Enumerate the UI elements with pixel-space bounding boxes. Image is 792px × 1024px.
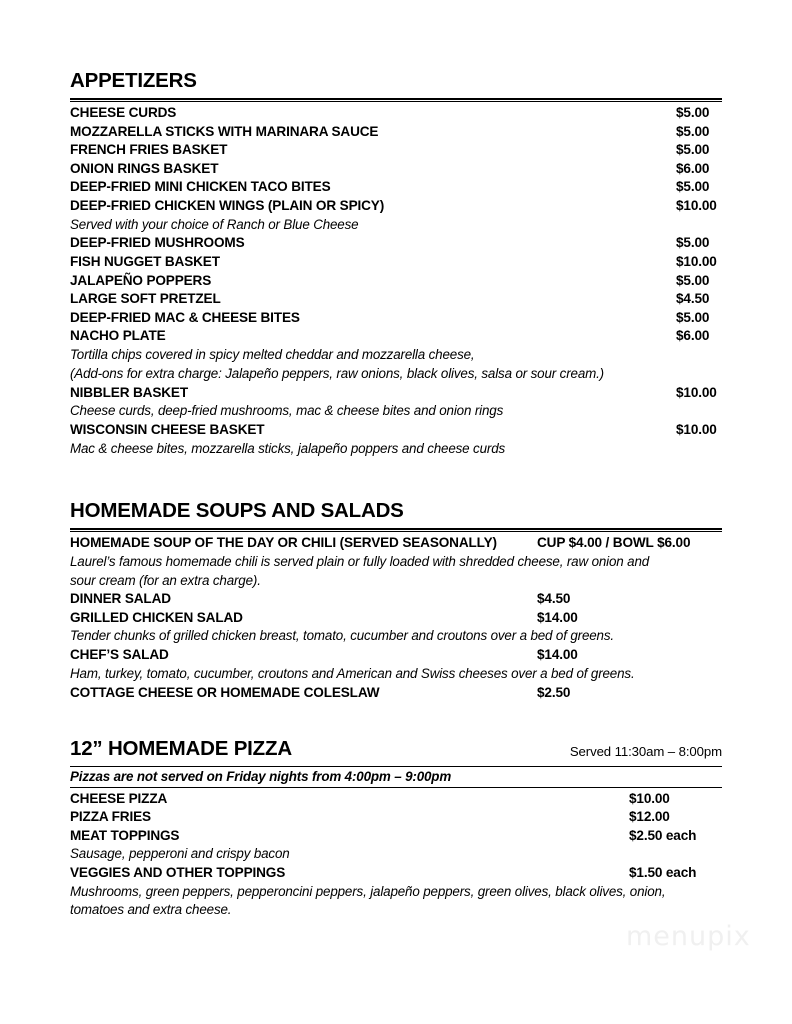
menu-item-description: Tortilla chips covered in spicy melted cheddar and mozzarella cheese, xyxy=(70,347,475,363)
section-header xyxy=(70,500,722,522)
menu-item-price: $4.50 xyxy=(676,291,710,307)
section-header xyxy=(70,70,722,92)
pizza-availability-banner: Pizzas are not served on Friday nights from 4:00pm – 9:00pm xyxy=(70,768,452,784)
menu-item-name: MEAT TOPPINGS xyxy=(70,827,180,843)
menu-item-row xyxy=(70,384,722,403)
menu-item-price: $5.00 xyxy=(676,142,710,158)
menu-item-description: tomatoes and extra cheese. xyxy=(70,902,232,918)
menu-item-row xyxy=(70,309,722,328)
menu-item-price: $5.00 xyxy=(676,309,710,325)
menu-item-row xyxy=(70,790,722,809)
menu-item-description: Tender chunks of grilled chicken breast, tomato, cucumber and croutons over a bed of greens. xyxy=(70,628,614,644)
menu-item-price: $10.00 xyxy=(629,790,670,806)
menu-item-row xyxy=(70,290,722,309)
menu-section-soups-and-salads xyxy=(70,500,722,702)
menu-item-name: NACHO PLATE xyxy=(70,328,166,344)
menu-item-price: CUP $4.00 / BOWL $6.00 xyxy=(537,535,691,551)
menu-item-price: $10.00 xyxy=(676,198,717,214)
menu-item-name: HOMEMADE SOUP OF THE DAY OR CHILI (SERVED SEASONALLY) xyxy=(70,535,497,551)
menu-item-name: DINNER SALAD xyxy=(70,591,171,607)
menu-item-row xyxy=(70,141,722,160)
menu-item-price: $2.50 each xyxy=(629,827,697,843)
menu-item-row xyxy=(70,178,722,197)
menu-item-list xyxy=(70,788,722,921)
menu-page xyxy=(70,0,751,1024)
menu-item-row xyxy=(70,327,722,346)
menu-item-row xyxy=(70,827,722,846)
menu-item-name: DEEP-FRIED CHICKEN WINGS (PLAIN OR SPICY) xyxy=(70,198,385,214)
menu-item-name: DEEP-FRIED MAC & CHEESE BITES xyxy=(70,309,300,325)
menu-item-price: $14.00 xyxy=(537,609,578,625)
menu-item-name: COTTAGE CHEESE OR HOMEMADE COLESLAW xyxy=(70,684,380,700)
menu-item-description: (Add-ons for extra charge: Jalapeño peppers, raw onions, black olives, salsa or sour cream.) xyxy=(70,365,604,381)
menu-item-row xyxy=(70,160,722,179)
menu-item-list xyxy=(70,102,722,458)
menu-item-name: DEEP-FRIED MUSHROOMS xyxy=(70,235,245,251)
menu-item-name: CHEF’S SALAD xyxy=(70,647,169,663)
menu-item-row xyxy=(70,684,722,703)
menu-item-name: DEEP-FRIED MINI CHICKEN TACO BITES xyxy=(70,179,331,195)
menu-item-row xyxy=(70,272,722,291)
menu-item-row xyxy=(70,534,722,553)
section-title: APPETIZERS xyxy=(70,69,197,92)
menu-item-list xyxy=(70,532,722,702)
menu-item-row xyxy=(70,104,722,123)
menu-item-name: PIZZA FRIES xyxy=(70,809,151,825)
menu-item-row xyxy=(70,253,722,272)
menu-item-price: $4.50 xyxy=(537,591,571,607)
section-title: HOMEMADE SOUPS AND SALADS xyxy=(70,499,404,522)
menu-item-description: Cheese curds, deep-fried mushrooms, mac & cheese bites and onion rings xyxy=(70,403,504,419)
menu-item-price: $6.00 xyxy=(676,160,710,176)
menu-item-description: sour cream (for an extra charge). xyxy=(70,572,261,588)
menu-item-name: FISH NUGGET BASKET xyxy=(70,254,220,270)
menu-item-row xyxy=(70,808,722,827)
menu-item-row xyxy=(70,234,722,253)
menupix-watermark: menupix xyxy=(626,921,751,952)
menu-item-description: Sausage, pepperoni and crispy bacon xyxy=(70,846,290,862)
menu-item-price: $5.00 xyxy=(676,123,710,139)
menu-item-name: NIBBLER BASKET xyxy=(70,384,188,400)
menu-item-description: Served with your choice of Ranch or Blue Cheese xyxy=(70,216,359,232)
menu-item-price: $2.50 xyxy=(537,684,571,700)
menu-item-name: FRENCH FRIES BASKET xyxy=(70,142,228,158)
menu-section-pizza xyxy=(70,738,722,920)
menu-item-price: $6.00 xyxy=(676,328,710,344)
section-title: 12” HOMEMADE PIZZA xyxy=(70,737,292,760)
menu-item-name: JALAPEÑO POPPERS xyxy=(70,272,212,288)
menu-item-price: $1.50 each xyxy=(629,865,697,881)
menu-item-price: $10.00 xyxy=(676,254,717,270)
menu-item-description: Laurel’s famous homemade chili is served plain or fully loaded with shredded cheese, raw onion and xyxy=(70,553,650,569)
menu-item-name: CHEESE PIZZA xyxy=(70,790,168,806)
menu-item-price: $5.00 xyxy=(676,179,710,195)
menu-item-row xyxy=(70,123,722,142)
menu-item-name: CHEESE CURDS xyxy=(70,105,177,121)
menu-item-row xyxy=(70,197,722,216)
menu-item-description: Mac & cheese bites, mozzarella sticks, jalapeño poppers and cheese curds xyxy=(70,440,506,456)
menu-item-description: Mushrooms, green peppers, pepperoncini peppers, jalapeño peppers, green olives, black olives, onion, xyxy=(70,883,666,899)
menu-section-appetizers xyxy=(70,70,722,458)
menu-item-price: $5.00 xyxy=(676,235,710,251)
menu-item-name: VEGGIES AND OTHER TOPPINGS xyxy=(70,865,286,881)
menu-item-price: $12.00 xyxy=(629,809,670,825)
menu-item-price: $14.00 xyxy=(537,647,578,663)
menu-item-price: $10.00 xyxy=(676,384,717,400)
menu-item-price: $5.00 xyxy=(676,272,710,288)
menu-item-price: $5.00 xyxy=(676,105,710,121)
menu-item-name: GRILLED CHICKEN SALAD xyxy=(70,609,243,625)
menu-item-row xyxy=(70,864,722,883)
menu-item-row xyxy=(70,609,722,628)
menu-item-row xyxy=(70,421,722,440)
menu-item-name: LARGE SOFT PRETZEL xyxy=(70,291,221,307)
menu-item-description: Ham, turkey, tomato, cucumber, croutons and American and Swiss cheeses over a bed of greens. xyxy=(70,665,635,681)
menu-item-row xyxy=(70,646,722,665)
menu-item-name: WISCONSIN CHEESE BASKET xyxy=(70,422,265,438)
menu-item-row xyxy=(70,590,722,609)
section-header xyxy=(70,738,722,760)
menu-item-name: ONION RINGS BASKET xyxy=(70,160,219,176)
pizza-serving-hours: Served 11:30am – 8:00pm xyxy=(569,743,722,759)
menu-item-price: $10.00 xyxy=(676,422,717,438)
menu-item-name: MOZZARELLA STICKS WITH MARINARA SAUCE xyxy=(70,123,379,139)
